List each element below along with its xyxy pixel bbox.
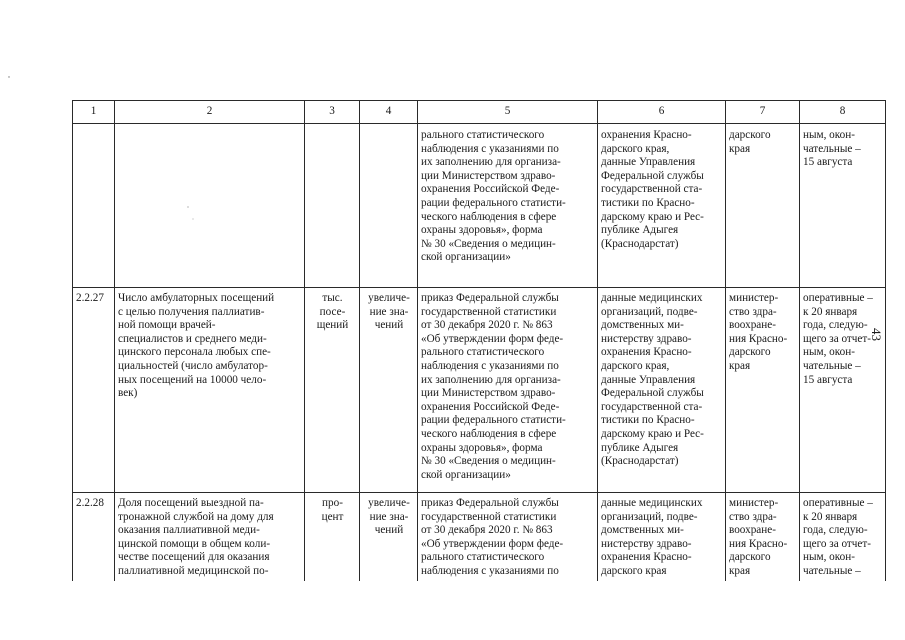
responsible-body-cell: министер- ство здра- воохране- ния Красно- дарского края — [726, 493, 800, 582]
column-header: 8 — [800, 101, 886, 124]
column-header: 3 — [305, 101, 360, 124]
indicator-name-cell: Число амбулаторных посещений с целью получения паллиатив- ной помощи врачей- специалистов и среднего меди- цинского персонала любых спе- циальностей (число амбулатор- ных посещений на 10000 чело- век) — [115, 288, 305, 493]
source-document-cell: приказ Федеральной службы государственной статистики от 30 декабря 2020 г. № 863 «Об утверждении форм феде- рального статистического наблюдения с указаниями по — [418, 493, 598, 582]
table-row — [73, 124, 886, 288]
table-row — [73, 288, 886, 493]
trend-cell: увеличе- ние зна- чений — [360, 288, 418, 493]
column-header: 6 — [598, 101, 726, 124]
row-number-cell — [73, 124, 115, 288]
source-document-cell: приказ Федеральной службы государственной статистики от 30 декабря 2020 г. № 863 «Об утверждении форм феде- рального статистического наблюдения с указаниями по их заполнению для организа- ции Министерством здраво- охранения Российской Феде- рации федерального статисти- ческого наблюдения в сфере охраны здоровья», форма № 30 «Сведения о медицин- ской организации» — [418, 288, 598, 493]
trend-cell — [360, 124, 418, 288]
column-header: 2 — [115, 101, 305, 124]
responsible-body-cell: дарского края — [726, 124, 800, 288]
source-document-cell: рального статистического наблюдения с указаниями по их заполнению для организа- ции Министерством здраво- охранения Российской Феде- рации федерального статисти- ческого наблюдения в сфере охраны здоровья», форма № 30 «Сведения о медицин- ской организации» — [418, 124, 598, 288]
table-header-row — [73, 101, 886, 124]
column-header: 5 — [418, 101, 598, 124]
page-number: 43 — [869, 328, 884, 341]
indicator-name-cell — [115, 124, 305, 288]
deadline-cell: оперативные – к 20 января года, следую- щего за отчет- ным, окон- чательные – — [800, 493, 886, 582]
column-header: 1 — [73, 101, 115, 124]
row-number-cell: 2.2.27 — [73, 288, 115, 493]
data-source-cell: охранения Красно- дарского края, данные Управления Федеральной службы государственной ста- тистики по Красно- дарскому краю и Рес- публике Адыгея (Краснодарстат) — [598, 124, 726, 288]
column-header: 7 — [726, 101, 800, 124]
table-row — [73, 493, 886, 582]
unit-cell: про- цент — [305, 493, 360, 582]
row-number-cell: 2.2.28 — [73, 493, 115, 582]
responsible-body-cell: министер- ство здра- воохране- ния Красно- дарского края — [726, 288, 800, 493]
trend-cell: увеличе- ние зна- чений — [360, 493, 418, 582]
unit-cell — [305, 124, 360, 288]
data-source-cell: данные медицинских организаций, подве- домственных ми- нистерству здраво- охранения Красно- дарского края, данные Управления Федеральной службы государственной ста- тистики по Красно- дарскому краю и Рес- публике Адыгея (Краснодарстат) — [598, 288, 726, 493]
deadline-cell: ным, окон- чательные – 15 августа — [800, 124, 886, 288]
indicators-table — [72, 100, 886, 581]
data-source-cell: данные медицинских организаций, подве- домственных ми- нистерству здраво- охранения Красно- дарского края — [598, 493, 726, 582]
indicator-name-cell: Доля посещений выездной па- тронажной службой на дому для оказания паллиативной меди- цинской помощи в общем коли- честве посещений для оказания паллиативной медицинской по- — [115, 493, 305, 582]
unit-cell: тыс. посе- щений — [305, 288, 360, 493]
deadline-cell: оперативные – к 20 января года, следую- щего за отчет- ным, окон- чательные – 15 августа — [800, 288, 886, 493]
column-header: 4 — [360, 101, 418, 124]
